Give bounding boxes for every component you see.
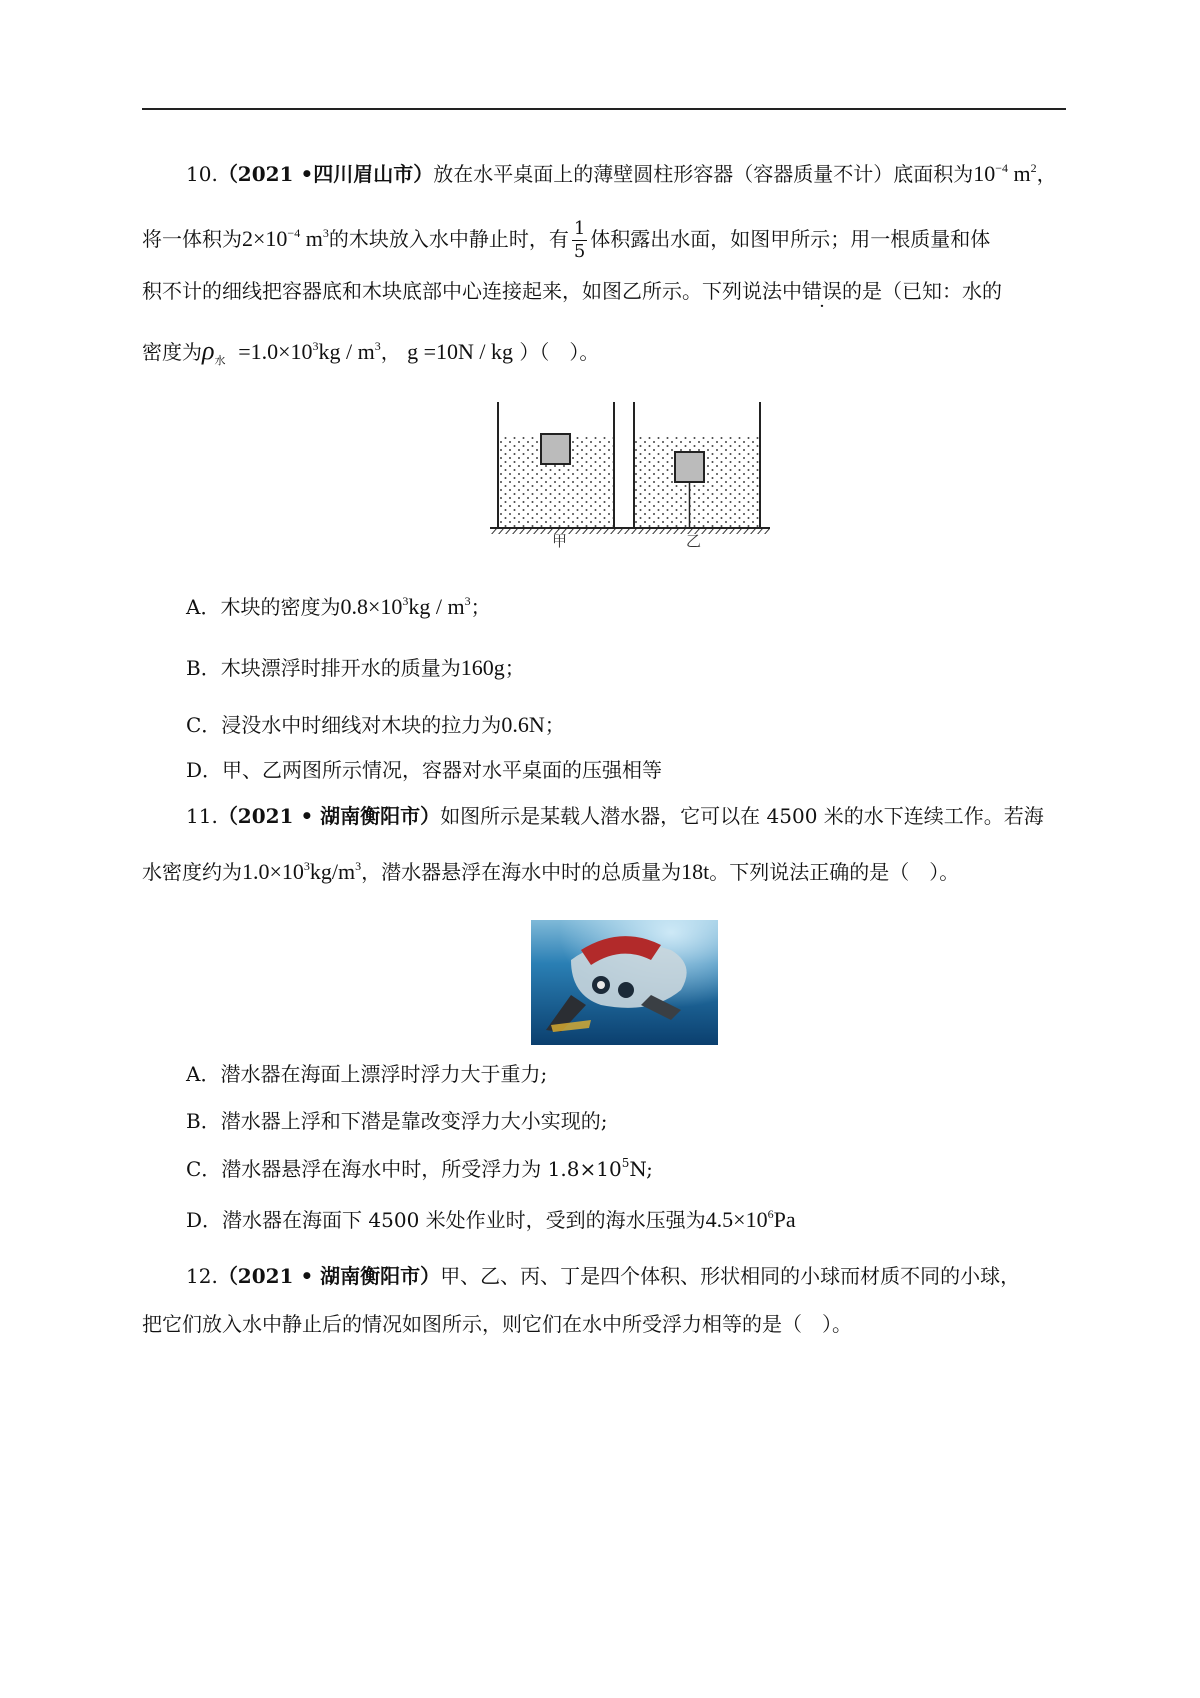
q10-number: 10. xyxy=(186,162,218,186)
q10-line-2: 将一体积为$2\times 10^{-4}$ $m^3$的木块放入水中静止时，有 $\frac{1}{5}$ 体积露出水面，如图甲所示；用一根质量和体 xyxy=(142,218,991,262)
q11-number: 11. xyxy=(186,804,218,828)
wood-block-tethered xyxy=(675,452,704,482)
q12-source: （2021 • 湖南衡阳市） xyxy=(217,1264,441,1288)
q10-option-c: C．浸没水中时细线对木块的拉力为0.6N； xyxy=(186,712,565,737)
q10-line-1: 10.（2021 •四川眉山市）放在水平桌面上的薄壁圆柱形容器（容器质量不计）底面积为$10^{-4}$ $m^2$， xyxy=(186,161,1057,186)
wood-block-floating xyxy=(541,434,570,464)
q12-number: 12. xyxy=(186,1264,218,1288)
container-b xyxy=(634,402,760,528)
q10-density: $=1.0\times 10^3kg / m^3$ xyxy=(238,339,381,364)
q12-line-1: 12.（2021 • 湖南衡阳市）甲、乙、丙、丁是四个体积、形状相同的小球而材质不同的小球， xyxy=(186,1264,1021,1288)
q11-option-b: B．潜水器上浮和下潜是靠改变浮力大小实现的; xyxy=(186,1109,608,1133)
submersible-photo xyxy=(531,920,718,1045)
fig-label-a: 甲 xyxy=(552,532,568,548)
q10-fraction: $\frac{1}{5}$ xyxy=(573,218,586,262)
q10-source: （2021 •四川眉山市） xyxy=(217,162,434,186)
q10-line-3: 积不计的细线把容器底和木块底部中心连接起来，如图乙所示。下列说法中错误的是（已知：水的 xyxy=(142,279,1002,303)
q10-gravity: g =10N / kg xyxy=(407,339,514,364)
q10-option-b: B．木块漂浮时排开水的质量为160g； xyxy=(186,655,525,680)
container-a xyxy=(498,402,614,528)
q10-area: $10^{-4}$ $m^2$ xyxy=(973,161,1037,186)
q11-option-d: D．潜水器在海面下 4500 米处作业时，受到的海水压强为$4.5\times 10^6Pa$ xyxy=(186,1207,796,1232)
q10-option-d: D．甲、乙两图所示情况，容器对水平桌面的压强相等 xyxy=(186,758,663,782)
q11-line-1: 11.（2021 • 湖南衡阳市）如图所示是某载人潜水器，它可以在 4500 米的水下连续工作。若海 xyxy=(186,804,1044,828)
q10-figure xyxy=(490,400,770,548)
header-rule xyxy=(142,108,1066,110)
q11-line-2: 水密度约为$1.0\times 10^3kg/m^3$，潜水器悬浮在海水中时的总质量为18t。下列说法正确的是（ ）。 xyxy=(142,859,960,884)
q11-option-c: C．潜水器悬浮在海水中时，所受浮力为 $1.8\times 10^5N$; xyxy=(186,1156,653,1181)
q10-line-4: 密度为$\rho_水 =1.0\times 10^3kg / m^3$， g =10N / kg ）（ ）。 xyxy=(142,336,600,367)
q10-volume: $2\times 10^{-4}$ $m^3$ xyxy=(242,226,329,251)
q10-option-a: A．木块的密度为$0.8\times 10^3kg / m^3$； xyxy=(186,594,491,619)
q11-source: （2021 • 湖南衡阳市） xyxy=(217,804,441,828)
fig-label-b: 乙 xyxy=(686,532,702,548)
q11-option-a: A．潜水器在海面上漂浮时浮力大于重力; xyxy=(186,1062,548,1086)
q10-emphasis: 错误 xyxy=(802,279,842,303)
q12-line-2: 把它们放入水中静止后的情况如图所示，则它们在水中所受浮力相等的是（ ）。 xyxy=(142,1312,852,1336)
